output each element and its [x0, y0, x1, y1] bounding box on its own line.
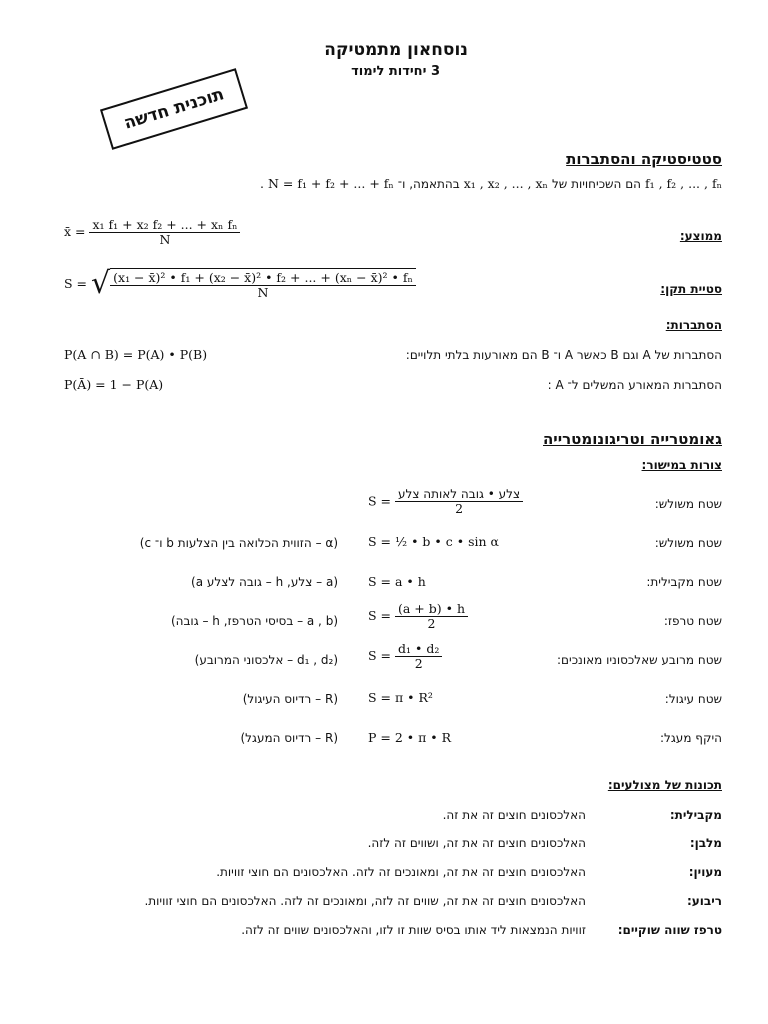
quad-area-note: (d₁ , d₂ – אלכסוני המרובע) — [194, 653, 338, 667]
prop-text-rectangle: האלכסונים חוצים זה את זה, ושווים זה לזה. — [367, 836, 586, 850]
new-program-stamp — [100, 68, 248, 150]
triangle-sin-note: (α – הזווית הכלואה בין הצלעות b ו־ c) — [139, 536, 338, 550]
stamp-text: תוכנית חדשה — [121, 84, 227, 134]
intro-text: הם השכיחויות של — [551, 177, 642, 191]
triangle-area-label: שטח משולש: — [654, 497, 722, 511]
circle-perimeter-note: (R – רדיוס המעגל) — [240, 731, 338, 745]
quad-area-fraction — [395, 642, 442, 671]
circle-perimeter-formula: P = 2 • π • R — [368, 730, 452, 745]
triangle-sin-expr: ½ • b • c • sin α — [395, 534, 499, 549]
trapezoid-area-fraction — [395, 602, 468, 631]
page-title: נוסחאון מתמטיקה — [324, 40, 468, 60]
mean-lhs: x̄ = — [64, 223, 86, 239]
stats-intro — [0, 176, 722, 191]
quad-area-numerator: d₁ • d₂ — [395, 642, 442, 657]
sd-denominator: N — [257, 284, 269, 300]
prop-text-rhombus: האלכסונים חוצים זה את זה, ומאונכים זה לזה. האלכסונים הם חוצי זוויות. — [216, 865, 586, 879]
mean-label: ממוצע: — [679, 229, 722, 243]
trapezoid-area-formula — [368, 602, 468, 631]
prob-comp-text: הסתברות המאורע המשלים ל־ A : — [547, 378, 722, 392]
sd-numerator: (x₁ − x̄)² • f₁ + (x₂ − x̄)² • f₂ + ... + (xₙ − x̄)² • fₙ — [110, 271, 416, 286]
triangle-area-numerator: צלע • גובה לאותה צלע — [395, 488, 523, 502]
prob-label: הסתברות: — [665, 318, 722, 332]
prob-comp-formula: P(Ā) = 1 − P(A) — [64, 377, 164, 392]
sd-formula — [64, 265, 416, 301]
quad-area-label: שטח מרובע שאלכסוניו מאונכים: — [557, 653, 722, 667]
quad-area-formula — [368, 642, 442, 671]
mean-formula — [64, 218, 240, 247]
trapezoid-area-label: שטח טרפז: — [663, 614, 722, 628]
triangle-area-fraction — [395, 488, 523, 516]
sd-label: סטיית תקן: — [660, 282, 722, 296]
triangle-sin-lhs: S = — [368, 534, 392, 549]
prop-name-isosceles-trapezoid: טרפז שווה שוקיים: — [617, 923, 722, 937]
page-subtitle: 3 יחידות לימוד — [351, 64, 440, 79]
trapezoid-area-numerator: (a + b) • h — [395, 602, 468, 617]
quad-area-lhs: S = — [368, 647, 392, 663]
intro-n-equation: . N = f₁ + f₂ + ... + fₙ — [260, 176, 394, 191]
prop-name-rhombus: מעוין: — [688, 865, 722, 879]
triangle-area-lhs: S = — [368, 493, 392, 509]
sqrt-icon: √ — [91, 265, 111, 301]
circle-area-formula: S = π • R² — [368, 690, 433, 705]
intro-match: בהתאמה, ו־ — [397, 177, 460, 191]
circle-area-label: שטח עיגול: — [664, 692, 722, 706]
parallelogram-area-label: שטח מקבילית: — [646, 575, 722, 589]
mean-numerator: x₁ f₁ + x₂ f₂ + ... + xₙ fₙ — [89, 218, 240, 233]
trapezoid-area-note: (a , b – בסיסי הטרפז, h – גובה) — [170, 614, 338, 628]
trapezoid-area-denominator: 2 — [427, 615, 436, 631]
triangle-area-denominator: 2 — [455, 501, 464, 517]
triangle-sin-label: שטח משולש: — [654, 536, 722, 550]
prop-name-square: ריבוע: — [687, 894, 722, 908]
prob-indep-formula: P(A ∩ B) = P(A) • P(B) — [64, 347, 208, 362]
triangle-area-formula — [368, 488, 523, 516]
geometry-heading: גאומטרייה וטריגונומטרייה — [543, 430, 722, 448]
trapezoid-area-lhs: S = — [368, 607, 392, 623]
prop-text-isosceles-trapezoid: זוויות הנמצאות ליד אותו בסיס שוות זו לזו, והאלכסונים שווים זה לזה. — [241, 923, 586, 937]
prop-text-square: האלכסונים חוצים זה את זה, שווים זה לזה, ומאונכים זה לזה. האלכסונים הם חוצי זוויות. — [144, 894, 586, 908]
prop-name-parallelogram: מקבילית: — [669, 808, 722, 822]
circle-area-note: (R – רדיוס העיגול) — [242, 692, 338, 706]
parallelogram-area-formula: S = a • h — [368, 574, 426, 589]
stats-heading: סטטיסטיקה והסתברות — [566, 150, 722, 168]
sd-lhs: S = — [64, 276, 88, 292]
intro-x-vars: x₁ , x₂ , ... , xₙ — [463, 176, 548, 191]
plane-shapes-label: צורות במישור: — [641, 458, 722, 472]
sd-fraction — [110, 268, 416, 300]
prop-name-rectangle: מלבן: — [689, 836, 722, 850]
quad-area-denominator: 2 — [414, 655, 423, 671]
mean-fraction — [89, 218, 240, 247]
triangle-sin-formula — [368, 534, 499, 549]
intro-f-vars: f₁ , f₂ , ... , fₙ — [645, 176, 722, 191]
circle-perimeter-label: היקף מעגל: — [660, 731, 722, 745]
parallelogram-area-note: (a – צלע, h – גובה לצלע a) — [191, 575, 338, 589]
prob-indep-text: הסתברות של A וגם B כאשר A ו־ B הם מאורעות בלתי תלויים: — [405, 348, 722, 362]
mean-denominator: N — [159, 231, 171, 247]
prop-text-parallelogram: האלכסונים חוצים זה את זה. — [442, 808, 586, 822]
polygon-props-label: תכונות של מצולעים: — [607, 778, 722, 792]
